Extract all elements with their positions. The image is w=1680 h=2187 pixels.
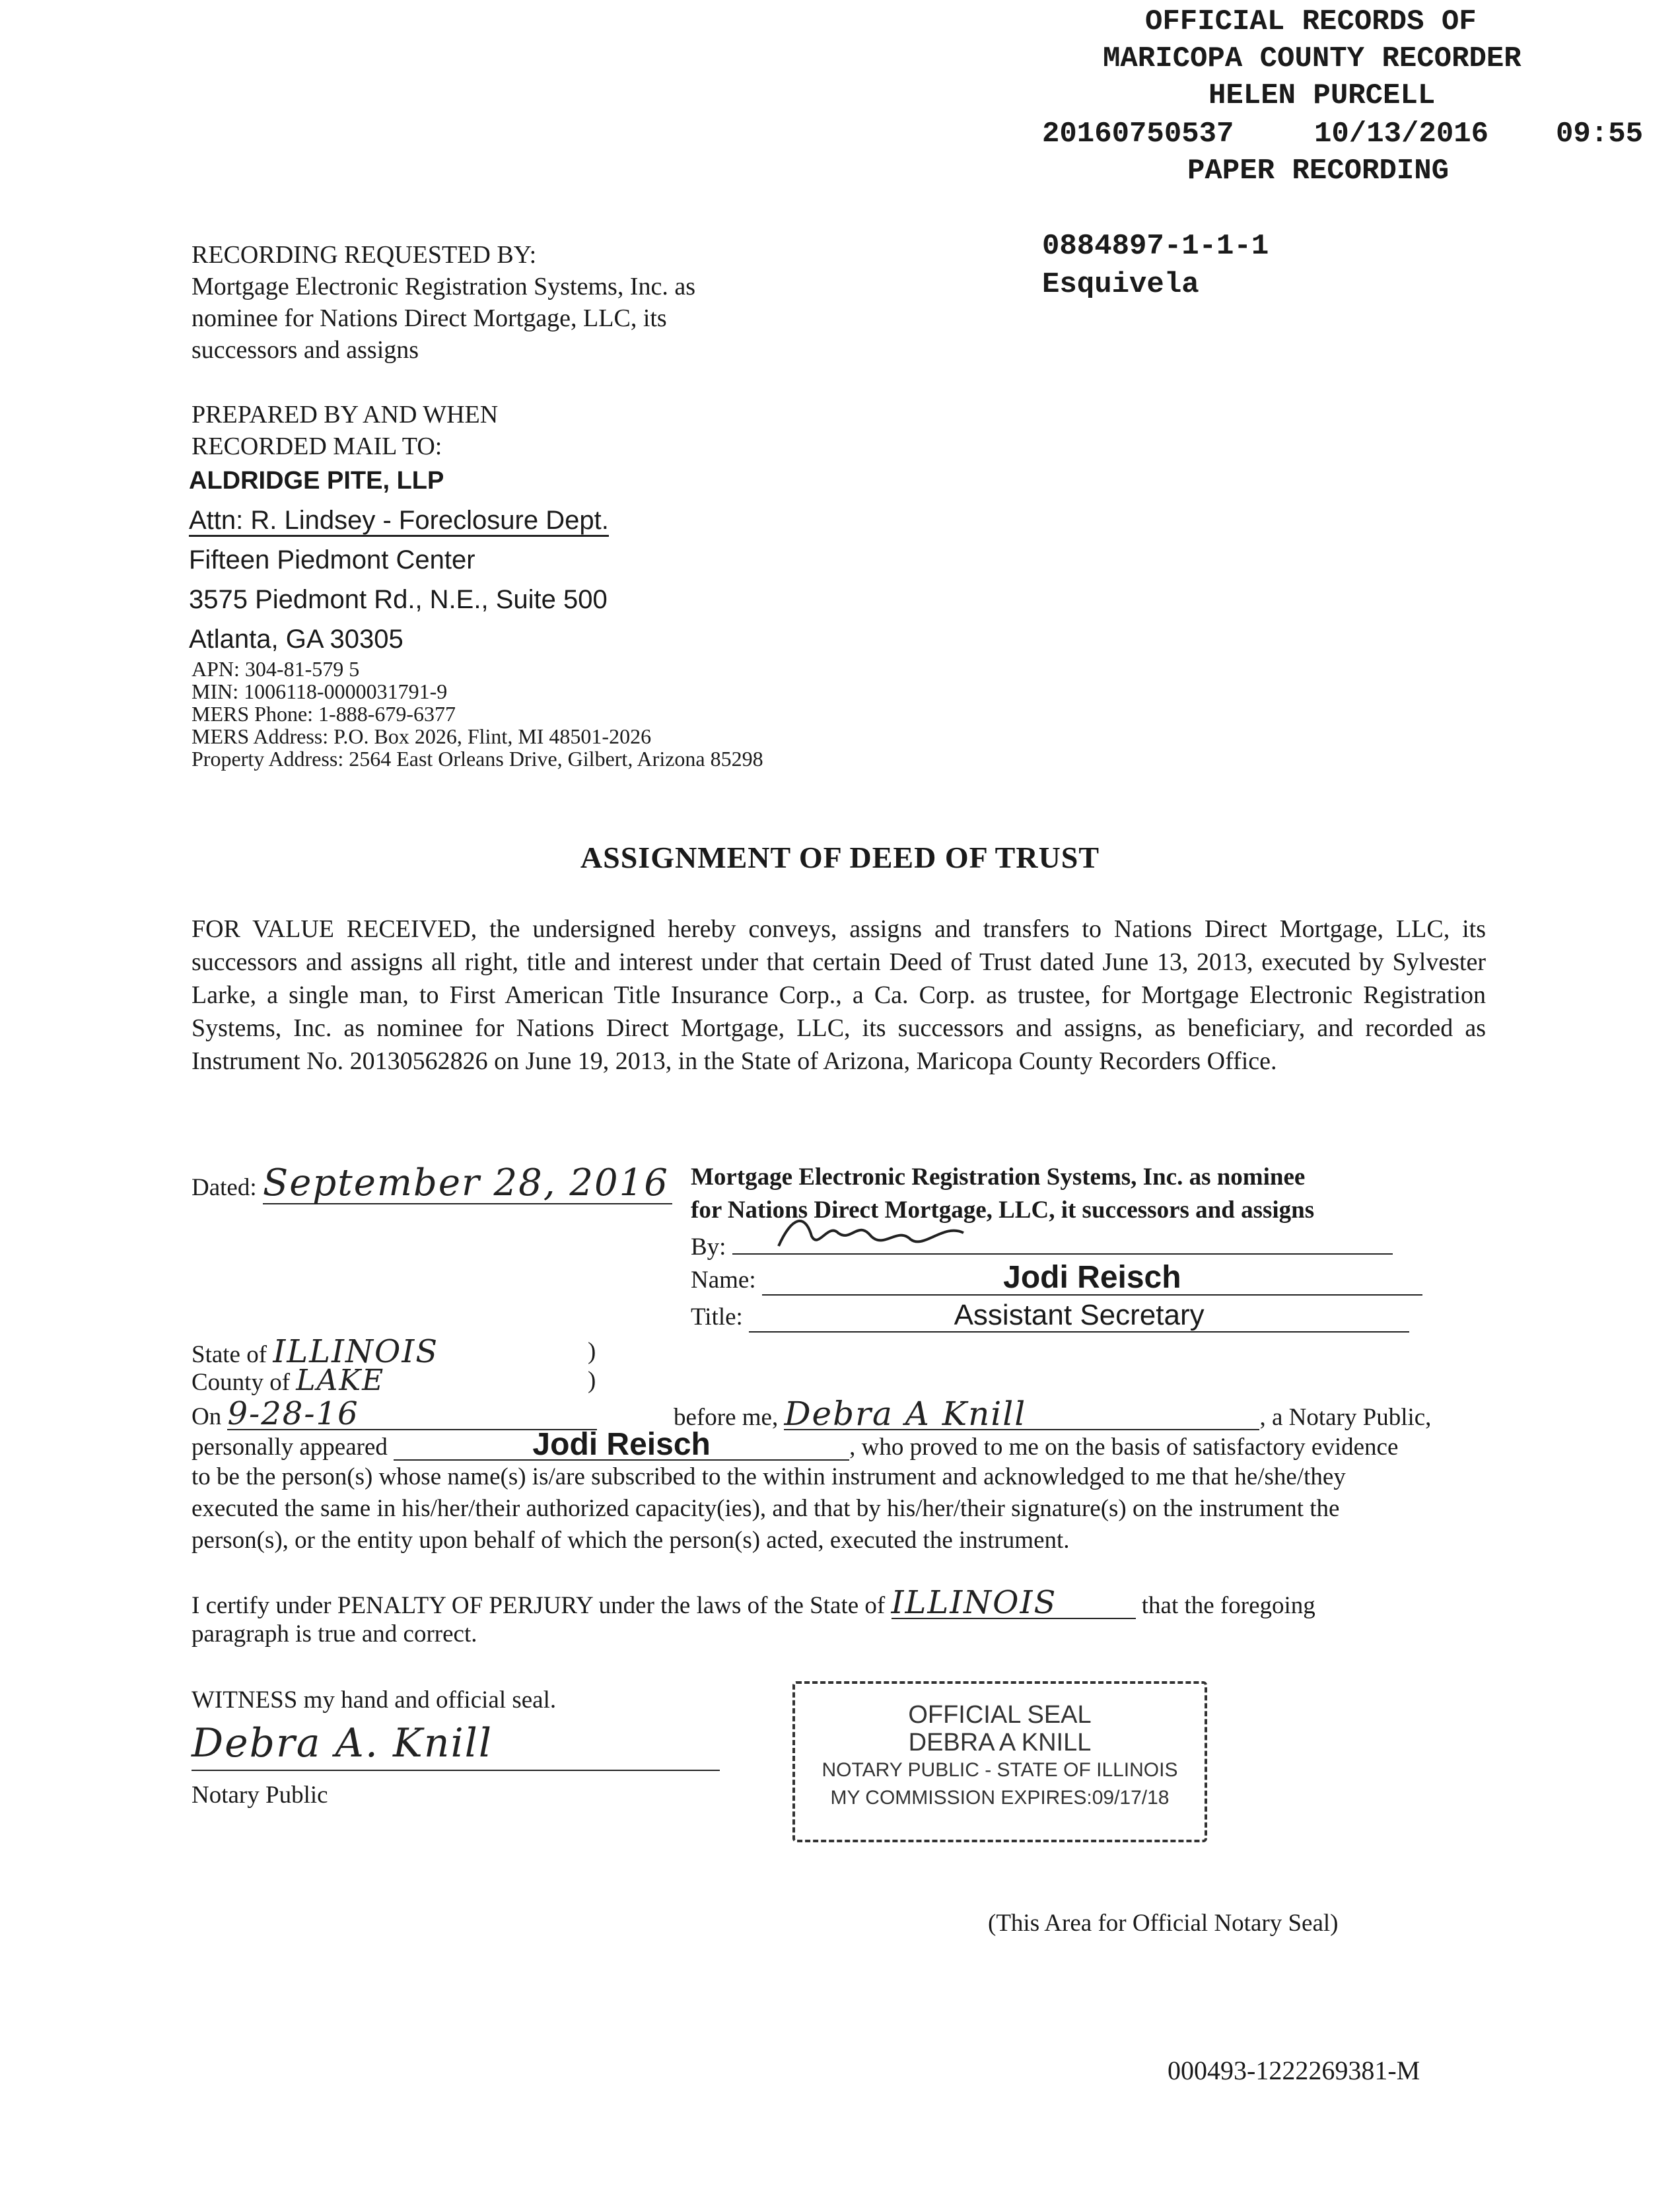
prepared-by-label2: RECORDED MAIL TO: bbox=[192, 433, 442, 460]
grantor-line1: Mortgage Electronic Registration Systems, Inc. as nominee bbox=[691, 1163, 1306, 1191]
county-label: County of bbox=[192, 1369, 291, 1396]
notary-signature: Debra A. Knill bbox=[192, 1717, 720, 1771]
county-row bbox=[192, 1366, 384, 1398]
recorder-stamp-line1: OFFICIAL RECORDS OF bbox=[1145, 5, 1477, 38]
by-row bbox=[691, 1230, 1393, 1263]
min-number: MIN: 1006118-0000031791-9 bbox=[192, 679, 448, 703]
title-label: Title: bbox=[691, 1303, 743, 1331]
seal-area-label: (This Area for Official Notary Seal) bbox=[988, 1910, 1339, 1937]
seal-line3: NOTARY PUBLIC - STATE OF ILLINOIS bbox=[822, 1759, 1178, 1781]
certify-row bbox=[192, 1584, 1315, 1621]
certify-suffix: that the foregoing bbox=[1141, 1592, 1315, 1619]
name-row bbox=[691, 1261, 1422, 1296]
notary-name-handwritten: Debra A Knill bbox=[784, 1399, 1259, 1430]
recorder-type: PAPER RECORDING bbox=[1187, 155, 1450, 188]
recording-requested-line3: successors and assigns bbox=[192, 336, 419, 364]
recorder-stamp-line3: HELEN PURCELL bbox=[1208, 79, 1436, 112]
mail-to-firm: ALDRIDGE PITE, LLP bbox=[189, 467, 444, 495]
mail-to-city: Atlanta, GA 30305 bbox=[189, 625, 403, 654]
notary-line3: executed the same in his/her/their authorized capacity(ies), and that by his/her/their signature(s) on the instrument the bbox=[192, 1495, 1340, 1522]
county-paren: ) bbox=[588, 1367, 596, 1394]
notary-public-label: Notary Public bbox=[192, 1782, 328, 1809]
recording-requested-line1: Mortgage Electronic Registration Systems, Inc. as bbox=[192, 273, 695, 300]
proved-text: , who proved to me on the basis of satisfactory evidence bbox=[849, 1434, 1399, 1461]
recorder-clerk: Esquivela bbox=[1042, 268, 1199, 301]
prepared-by-block bbox=[192, 399, 498, 462]
name-value: Jodi Reisch bbox=[762, 1261, 1422, 1296]
state-label: State of bbox=[192, 1341, 267, 1368]
mail-to-address bbox=[189, 461, 609, 659]
seal-line4: MY COMMISSION EXPIRES:09/17/18 bbox=[830, 1787, 1170, 1809]
grantor-line2: for Nations Direct Mortgage, LLC, it successors and assigns bbox=[691, 1197, 1315, 1224]
witness-text: WITNESS my hand and official seal. bbox=[192, 1686, 557, 1714]
recorder-time: 09:55 bbox=[1556, 118, 1644, 151]
county-value: LAKE bbox=[296, 1364, 385, 1397]
before-me-row bbox=[674, 1395, 1432, 1433]
recording-requested-block bbox=[192, 239, 695, 366]
personally-appeared-label: personally appeared bbox=[192, 1434, 388, 1461]
state-paren: ) bbox=[588, 1338, 596, 1365]
recorder-date: 10/13/2016 bbox=[1314, 118, 1489, 151]
seal-line1: OFFICIAL SEAL bbox=[908, 1701, 1092, 1729]
recorder-instrument-number: 20160750537 bbox=[1042, 118, 1234, 151]
certify-prefix: I certify under PENALTY OF PERJURY under the laws of the State of bbox=[192, 1592, 886, 1619]
prepared-by-label1: PREPARED BY AND WHEN bbox=[192, 401, 499, 429]
notary-line4: person(s), or the entity upon behalf of which the person(s) acted, executed the instrument. bbox=[192, 1527, 1070, 1554]
dated-row bbox=[192, 1163, 672, 1204]
footer-code: 000493-1222269381-M bbox=[1168, 2056, 1420, 2085]
notary-line2: to be the person(s) whose name(s) is/are subscribed to the within instrument and acknowledged to me that he/she/they bbox=[192, 1463, 1346, 1490]
recorder-doc-code: 0884897-1-1-1 bbox=[1042, 230, 1269, 263]
mail-to-building: Fifteen Piedmont Center bbox=[189, 545, 475, 574]
recording-requested-line2: nominee for Nations Direct Mortgage, LLC, its bbox=[192, 304, 667, 332]
recorder-stamp-line2: MARICOPA COUNTY RECORDER bbox=[1103, 42, 1522, 75]
certify-state: ILLINOIS bbox=[892, 1587, 1136, 1619]
property-info-block bbox=[192, 658, 763, 770]
by-signature-line bbox=[732, 1230, 1393, 1255]
mail-to-street: 3575 Piedmont Rd., N.E., Suite 500 bbox=[189, 585, 608, 614]
by-signature bbox=[772, 1210, 970, 1256]
mers-phone: MERS Phone: 1-888-679-6377 bbox=[192, 702, 456, 726]
on-date-value: 9-28-16 bbox=[227, 1399, 597, 1430]
recording-requested-label: RECORDING REQUESTED BY: bbox=[192, 241, 537, 269]
official-seal-stamp bbox=[792, 1681, 1207, 1842]
title-value: Assistant Secretary bbox=[749, 1300, 1409, 1333]
seal-line2: DEBRA A KNILL bbox=[908, 1729, 1092, 1756]
appeared-name: Jodi Reisch bbox=[394, 1430, 849, 1461]
apn: APN: 304-81-579 5 bbox=[192, 657, 360, 681]
dated-value: September 28, 2016 bbox=[263, 1163, 672, 1204]
state-value: ILLINOIS bbox=[273, 1333, 439, 1370]
property-address: Property Address: 2564 East Orleans Drive, Gilbert, Arizona 85298 bbox=[192, 747, 763, 771]
by-label: By: bbox=[691, 1233, 726, 1261]
certify-line2: paragraph is true and correct. bbox=[192, 1620, 477, 1648]
mers-address: MERS Address: P.O. Box 2026, Flint, MI 48501-2026 bbox=[192, 724, 652, 748]
before-me-label: before me, bbox=[674, 1404, 779, 1431]
dated-label: Dated: bbox=[192, 1174, 257, 1201]
appeared-row bbox=[192, 1427, 1399, 1463]
on-label: On bbox=[192, 1403, 222, 1430]
mail-to-attn: Attn: R. Lindsey - Foreclosure Dept. bbox=[189, 506, 609, 537]
assignment-paragraph: FOR VALUE RECEIVED, the undersigned hereby conveys, assigns and transfers to Nations Direct Mortgage, LLC, its successors and assigns all right, title and interest under that certain Deed of Trust dated June 13, 2013, executed by Sylvester Larke, a single man, to First American Title Insurance Corp., a Ca. Corp. as trustee, for Mortgage Electronic Registration Systems, Inc. as nominee for Nations Direct Mortgage, LLC, its successors and assigns, as beneficiary, and recorded as Instrument No. 20130562826 on June 19, 2013, in the State of Arizona, Maricopa County Recorders Office. bbox=[192, 915, 1486, 1075]
document-title: ASSIGNMENT OF DEED OF TRUST bbox=[580, 841, 1100, 874]
name-label: Name: bbox=[691, 1267, 756, 1294]
notary-public-suffix: , a Notary Public, bbox=[1259, 1404, 1432, 1431]
title-row bbox=[691, 1300, 1409, 1333]
